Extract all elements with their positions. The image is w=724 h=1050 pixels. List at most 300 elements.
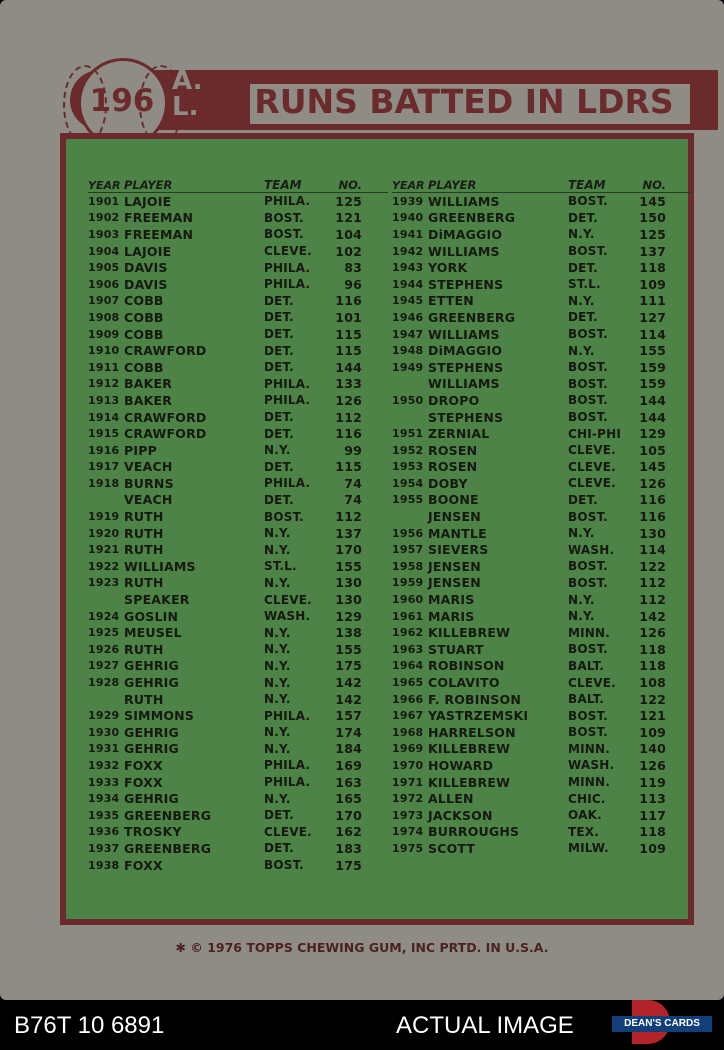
header-no: NO.: [338, 178, 362, 192]
league-label: [172, 68, 202, 120]
right-table: [392, 174, 692, 857]
row-rbi: 115: [335, 343, 362, 359]
row-team: PHILA.: [264, 758, 311, 773]
row-team: DET.: [264, 808, 294, 823]
deans-cards-logo: [612, 1000, 712, 1044]
row-team: TEX.: [568, 824, 599, 839]
row-rbi: 118: [639, 824, 666, 840]
table-row: [88, 591, 388, 608]
table-row: [392, 790, 692, 807]
table-row: [392, 824, 692, 841]
header-player: PLAYER: [124, 178, 173, 192]
header-year: YEAR: [392, 179, 425, 192]
row-rbi: 116: [335, 293, 362, 309]
row-rbi: 104: [335, 226, 362, 242]
table-row: [392, 475, 692, 492]
row-team: DET.: [264, 459, 294, 474]
row-rbi: 137: [639, 243, 666, 259]
row-year: 1925: [88, 626, 120, 640]
row-player: F. ROBINSON: [428, 691, 521, 707]
row-rbi: 109: [639, 724, 666, 740]
row-year: 1923: [88, 576, 120, 590]
table-row: [88, 442, 388, 459]
row-player: COBB: [124, 309, 164, 325]
row-year: 1915: [88, 427, 120, 441]
row-team: DET.: [568, 210, 598, 225]
row-player: GREENBERG: [124, 840, 212, 856]
table-row: [88, 475, 388, 492]
row-player: STEPHENS: [428, 276, 504, 292]
row-player: ALLEN: [428, 791, 474, 807]
row-player: LAJOIE: [124, 193, 172, 209]
table-row: [88, 774, 388, 791]
row-year: 1919: [88, 510, 120, 524]
row-year: 1952: [392, 443, 424, 457]
table-row: [392, 392, 692, 409]
row-player: WILLIAMS: [428, 326, 500, 342]
table-row: [88, 641, 388, 658]
table-row: [392, 259, 692, 276]
row-year: 1905: [88, 261, 120, 275]
row-rbi: 99: [344, 442, 362, 458]
row-team: MILW.: [568, 841, 609, 856]
row-rbi: 119: [639, 774, 666, 790]
header-year: YEAR: [88, 179, 121, 192]
row-year: 1975: [392, 841, 424, 855]
row-year: 1945: [392, 294, 424, 308]
row-rbi: 105: [639, 442, 666, 458]
row-year: 1964: [392, 659, 424, 673]
table-row: [88, 840, 388, 857]
row-team: DET.: [264, 492, 294, 507]
row-year: 1963: [392, 642, 424, 656]
table-row: [88, 309, 388, 326]
table-row: [392, 409, 692, 426]
row-player: JENSEN: [428, 509, 481, 525]
row-rbi: 102: [335, 243, 362, 259]
table-row: [88, 575, 388, 592]
table-row: [88, 226, 388, 243]
row-team: CLEVE.: [568, 443, 616, 458]
row-year: 1933: [88, 775, 120, 789]
table-row: [392, 774, 692, 791]
row-player: DAVIS: [124, 260, 168, 276]
row-rbi: 126: [335, 392, 362, 408]
row-year: 1948: [392, 344, 424, 358]
row-team: BOST.: [568, 327, 608, 342]
row-year: 1927: [88, 659, 120, 673]
table-row: [88, 342, 388, 359]
row-rbi: 109: [639, 840, 666, 856]
row-year: 1953: [392, 460, 424, 474]
row-year: 1928: [88, 676, 120, 690]
row-year: 1906: [88, 277, 120, 291]
row-rbi: 155: [335, 641, 362, 657]
table-row: [88, 658, 388, 675]
row-player: DiMAGGIO: [428, 343, 503, 359]
row-team: N.Y.: [264, 526, 291, 541]
row-team: N.Y.: [568, 293, 595, 308]
row-rbi: 112: [335, 509, 362, 525]
row-player: KILLEBREW: [428, 741, 511, 757]
row-rbi: 116: [639, 492, 666, 508]
row-year: 1917: [88, 460, 120, 474]
row-team: DET.: [264, 343, 294, 358]
table-row: [392, 243, 692, 260]
row-team: N.Y.: [264, 791, 291, 806]
row-rbi: 114: [639, 326, 666, 342]
row-rbi: 155: [335, 558, 362, 574]
row-team: N.Y.: [264, 675, 291, 690]
row-team: DET.: [264, 426, 294, 441]
table-row: [392, 608, 692, 625]
row-year: 1910: [88, 344, 120, 358]
row-year: 1972: [392, 792, 424, 806]
row-rbi: 144: [639, 409, 666, 425]
row-rbi: 130: [335, 592, 362, 608]
row-player: MEUSEL: [124, 625, 182, 641]
row-player: FREEMAN: [124, 210, 194, 226]
row-team: BOST.: [568, 410, 608, 425]
row-team: CLEVE.: [568, 459, 616, 474]
row-year: 1968: [392, 725, 424, 739]
row-team: BOST.: [568, 708, 608, 723]
league-line-1: A.: [172, 66, 203, 96]
header-no: NO.: [642, 178, 666, 192]
row-team: DET.: [264, 310, 294, 325]
table-row: [88, 409, 388, 426]
row-player: CRAWFORD: [124, 426, 207, 442]
row-year: 1913: [88, 393, 120, 407]
row-team: DET.: [264, 360, 294, 375]
row-player: RUTH: [124, 509, 164, 525]
row-year: 1946: [392, 310, 424, 324]
row-player: CRAWFORD: [124, 343, 207, 359]
row-rbi: 170: [335, 807, 362, 823]
row-player: STEPHENS: [428, 359, 504, 375]
table-row: [392, 508, 692, 525]
row-team: BOST.: [264, 227, 304, 242]
table-row: [392, 558, 692, 575]
table-row: [88, 757, 388, 774]
row-year: 1971: [392, 775, 424, 789]
row-team: BALT.: [568, 658, 605, 673]
table-row: [392, 674, 692, 691]
row-year: 1961: [392, 609, 424, 623]
row-player: DAVIS: [124, 276, 168, 292]
row-rbi: 142: [335, 675, 362, 691]
table-row: [88, 359, 388, 376]
row-player: LAJOIE: [124, 243, 172, 259]
league-line-2: L.: [172, 92, 199, 122]
table-row: [88, 276, 388, 293]
row-rbi: 126: [639, 757, 666, 773]
row-rbi: 117: [639, 807, 666, 823]
row-player: SPEAKER: [124, 592, 190, 608]
table-row: [88, 193, 388, 210]
row-player: ROSEN: [428, 442, 478, 458]
row-player: KILLEBREW: [428, 625, 511, 641]
row-team: BOST.: [568, 725, 608, 740]
row-rbi: 129: [335, 608, 362, 624]
row-player: WILLIAMS: [428, 243, 500, 259]
row-rbi: 112: [335, 409, 362, 425]
row-team: CLEVE.: [568, 675, 616, 690]
row-player: WILLIAMS: [428, 376, 500, 392]
row-year: 1970: [392, 758, 424, 772]
row-rbi: 111: [639, 293, 666, 309]
row-rbi: 83: [344, 260, 362, 276]
row-team: DET.: [568, 492, 598, 507]
table-row: [392, 293, 692, 310]
table-row: [88, 790, 388, 807]
row-player: JENSEN: [428, 558, 481, 574]
row-team: BOST.: [264, 210, 304, 225]
row-player: BAKER: [124, 376, 173, 392]
row-player: WILLIAMS: [428, 193, 500, 209]
row-year: 1909: [88, 327, 120, 341]
row-player: VEACH: [124, 492, 173, 508]
row-rbi: 163: [335, 774, 362, 790]
row-player: STEPHENS: [428, 409, 504, 425]
row-year: 1962: [392, 626, 424, 640]
row-year: 1974: [392, 825, 424, 839]
table-row: [88, 541, 388, 558]
table-row: [392, 641, 692, 658]
table-row: [392, 724, 692, 741]
row-rbi: 142: [335, 691, 362, 707]
table-row: [88, 558, 388, 575]
row-rbi: 129: [639, 426, 666, 442]
row-year: 1936: [88, 825, 120, 839]
row-year: 1950: [392, 393, 424, 407]
row-team: DET.: [264, 293, 294, 308]
row-player: DROPO: [428, 392, 480, 408]
table-row: [88, 707, 388, 724]
table-row: [88, 691, 388, 708]
row-year: 1956: [392, 526, 424, 540]
row-player: BOONE: [428, 492, 479, 508]
row-rbi: 162: [335, 824, 362, 840]
row-rbi: 112: [639, 592, 666, 608]
row-rbi: 137: [335, 525, 362, 541]
row-rbi: 159: [639, 359, 666, 375]
row-player: BURNS: [124, 475, 174, 491]
row-year: 1944: [392, 277, 424, 291]
row-year: 1954: [392, 476, 424, 490]
row-year: 1926: [88, 642, 120, 656]
row-team: CLEVE.: [568, 476, 616, 491]
table-row: [88, 741, 388, 758]
row-team: N.Y.: [264, 542, 291, 557]
row-team: N.Y.: [568, 592, 595, 607]
row-team: CLEVE.: [264, 244, 312, 259]
table-row: [392, 359, 692, 376]
table-row: [88, 376, 388, 393]
row-team: PHILA.: [264, 260, 311, 275]
row-team: ST.L.: [264, 559, 297, 574]
row-rbi: 125: [335, 193, 362, 209]
row-team: PHILA.: [264, 476, 311, 491]
row-year: 1943: [392, 261, 424, 275]
row-rbi: 118: [639, 260, 666, 276]
row-player: SIEVERS: [428, 542, 489, 558]
row-player: COBB: [124, 293, 164, 309]
row-year: 1929: [88, 709, 120, 723]
row-team: N.Y.: [568, 526, 595, 541]
row-year: 1947: [392, 327, 424, 341]
row-player: SIMMONS: [124, 708, 195, 724]
row-year: 1930: [88, 725, 120, 739]
table-row: [392, 442, 692, 459]
table-row: [88, 608, 388, 625]
row-year: 1935: [88, 808, 120, 822]
row-team: N.Y.: [568, 227, 595, 242]
row-year: 1911: [88, 360, 120, 374]
row-team: BALT.: [568, 692, 605, 707]
row-year: 1967: [392, 709, 424, 723]
table-row: [392, 226, 692, 243]
row-year: 1902: [88, 211, 120, 225]
row-player: COBB: [124, 359, 164, 375]
row-player: PIPP: [124, 442, 157, 458]
row-year: 1959: [392, 576, 424, 590]
row-team: PHILA.: [264, 708, 311, 723]
row-team: MINN.: [568, 741, 611, 756]
row-team: BOST.: [568, 642, 608, 657]
row-year: 1921: [88, 543, 120, 557]
table-row: [392, 459, 692, 476]
row-player: ZERNIAL: [428, 426, 490, 442]
table-row: [392, 591, 692, 608]
row-team: N.Y.: [264, 741, 291, 756]
row-team: DET.: [568, 310, 598, 325]
row-player: RUTH: [124, 691, 164, 707]
row-player: VEACH: [124, 459, 173, 475]
table-row: [88, 392, 388, 409]
row-team: PHILA.: [264, 775, 311, 790]
left-table: [88, 174, 388, 873]
row-team: DET.: [264, 841, 294, 856]
table-row: [392, 309, 692, 326]
row-year: 1908: [88, 310, 120, 324]
row-team: CHIC.: [568, 791, 606, 806]
row-rbi: 115: [335, 326, 362, 342]
row-team: N.Y.: [264, 725, 291, 740]
table-row: [392, 840, 692, 857]
left-table-body: [88, 193, 388, 873]
table-row: [88, 492, 388, 509]
row-year: 1966: [392, 692, 424, 706]
table-header: [88, 174, 388, 193]
table-row: [88, 624, 388, 641]
row-year: 1916: [88, 443, 120, 457]
row-team: N.Y.: [568, 609, 595, 624]
row-team: CHI-PHI: [568, 426, 621, 441]
row-team: N.Y.: [264, 692, 291, 707]
row-rbi: 115: [335, 459, 362, 475]
table-row: [392, 193, 692, 210]
right-table-body: [392, 193, 692, 857]
table-row: [392, 624, 692, 641]
row-player: GEHRIG: [124, 791, 179, 807]
row-rbi: 170: [335, 542, 362, 558]
actual-image-label: ACTUAL IMAGE: [396, 1012, 574, 1039]
table-row: [88, 724, 388, 741]
row-player: FREEMAN: [124, 226, 194, 242]
row-rbi: 175: [335, 857, 362, 873]
row-team: MINN.: [568, 625, 611, 640]
row-rbi: 138: [335, 625, 362, 641]
row-rbi: 126: [639, 625, 666, 641]
table-row: [392, 492, 692, 509]
row-team: DET.: [568, 260, 598, 275]
row-year: 1957: [392, 543, 424, 557]
row-rbi: 144: [335, 359, 362, 375]
header-player: PLAYER: [428, 178, 477, 192]
row-player: WILLIAMS: [124, 558, 196, 574]
row-rbi: 140: [639, 741, 666, 757]
row-team: BOST.: [568, 575, 608, 590]
row-player: JENSEN: [428, 575, 481, 591]
row-year: 1939: [392, 194, 424, 208]
row-year: 1922: [88, 559, 120, 573]
row-year: 1934: [88, 792, 120, 806]
row-rbi: 101: [335, 309, 362, 325]
row-player: COBB: [124, 326, 164, 342]
row-rbi: 112: [639, 575, 666, 591]
row-player: GEHRIG: [124, 741, 179, 757]
row-player: COLAVITO: [428, 675, 500, 691]
row-rbi: 155: [639, 343, 666, 359]
row-rbi: 122: [639, 558, 666, 574]
row-player: TROSKY: [124, 824, 182, 840]
table-row: [88, 857, 388, 874]
row-team: BOST.: [568, 360, 608, 375]
row-rbi: 121: [639, 708, 666, 724]
row-year: 1920: [88, 526, 120, 540]
row-year: 1937: [88, 841, 120, 855]
card-title: RUNS BATTED IN LDRS: [254, 82, 674, 121]
row-year: 1918: [88, 476, 120, 490]
row-team: OAK.: [568, 808, 602, 823]
row-player: GEHRIG: [124, 658, 179, 674]
row-player: GEHRIG: [124, 675, 179, 691]
row-player: YORK: [428, 260, 468, 276]
row-team: N.Y.: [264, 575, 291, 590]
table-row: [392, 376, 692, 393]
row-team: MINN.: [568, 775, 611, 790]
card-number: 196: [89, 83, 155, 119]
row-year: 1969: [392, 742, 424, 756]
row-year: 1904: [88, 244, 120, 258]
row-rbi: 122: [639, 691, 666, 707]
row-year: 1960: [392, 593, 424, 607]
row-team: CLEVE.: [264, 592, 312, 607]
table-row: [392, 757, 692, 774]
row-team: BOST.: [568, 194, 608, 209]
row-rbi: 175: [335, 658, 362, 674]
row-team: BOST.: [568, 559, 608, 574]
row-year: 1973: [392, 808, 424, 822]
row-year: 1903: [88, 227, 120, 241]
row-player: HOWARD: [428, 757, 494, 773]
row-team: DET.: [264, 410, 294, 425]
table-row: [88, 326, 388, 343]
table-row: [88, 525, 388, 542]
row-player: RUTH: [124, 641, 164, 657]
row-player: ROSEN: [428, 459, 478, 475]
